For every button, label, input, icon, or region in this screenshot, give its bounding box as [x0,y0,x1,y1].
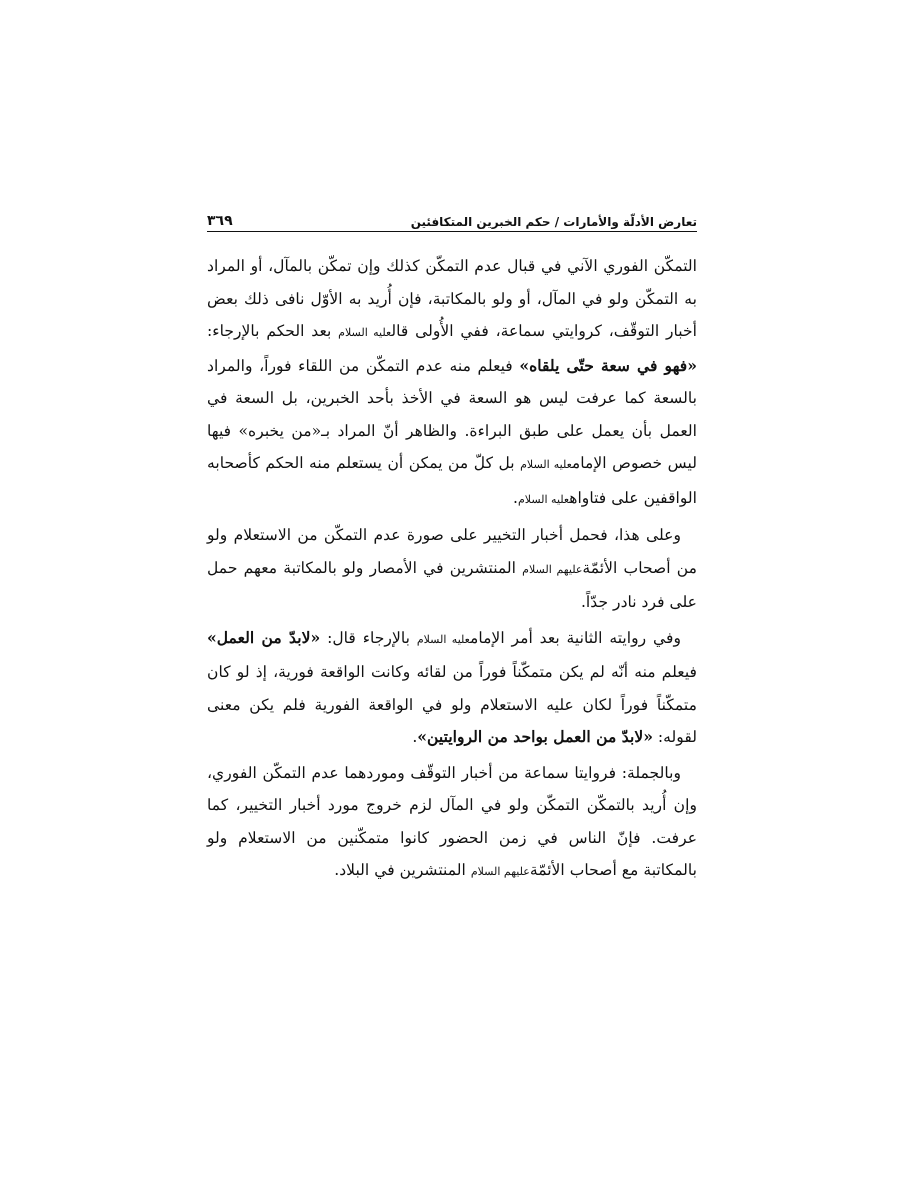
paragraph-3-text: . [412,728,418,746]
paragraph-3-text: وفي روايته الثانية بعد أمر الإمام [469,628,681,647]
honorific-mark: عليه السلام [520,458,572,471]
paragraph-1-text: بل كلّ من يمكن أن يستعلم منه الحكم كأصحابه الواقفين على فتاواه [207,454,697,507]
header-rule [207,231,697,232]
honorific-mark: عليهم السلام [470,865,530,878]
quote: «لابدّ من العمل بواحد من الروايتين» [417,727,653,746]
body-text [207,250,697,892]
paragraph-1-text: التمكّن الفوري الآني في قبال عدم التمكّن كذلك وإن تمكّن بالمآل، أو المراد به التمكّن ولو في المآل، أو ولو بالمكاتبة، فإن أُريد به الأوّل نافى ذلك بعض أخبار التوقّف، كروايتي سماعة، ففي الأُولى قال [207,257,697,340]
running-title: تعارض الأدلّة والأمارات / حكم الخبرين المتكافئين [410,215,697,229]
honorific-mark: عليه السلام [517,492,570,506]
paragraph-1 [207,250,697,516]
paragraph-3-text: فيعلم منه أنّه لم يكن متمكّناً فوراً من لقائه وكانت الواقعة فورية، إذ لو كان متمكّناً فوراً لكان عليه الاستعلام ولو في الواقعة الفورية فلم يكن معنى لقوله: [207,663,697,746]
page-number: ٣٦٩ [207,213,233,229]
paragraph-3 [207,622,697,754]
paragraph-4 [207,757,697,889]
paragraph-4-text: وبالجملة: فروايتا سماعة من أخبار التوقّف وموردهما عدم التمكّن الفوري، وإن أُريد بالتمكّن التمكّن ولو في المآل لزم خروج مورد أخبار التخيير، كما عرفت. فإنّ الناس في زمن الحضور كانوا متمكّنين من الاستعلام ولو بالمكاتبة مع أصحاب الأئمّة [207,763,697,879]
paragraph-1-text: بعد الحكم بالإرجاء: [207,322,339,340]
paragraph-1-text: . [513,488,518,507]
quote: «فهو في سعة حتّى يلقاه» [519,355,697,375]
paragraph-2-text: المنتشرين في الأمصار ولو بالمكاتبة معهم حمل على فرد نادر جدّاً. [207,558,697,611]
honorific-mark: عليه السلام [416,632,470,646]
paragraph-4-text: المنتشرين في البلاد. [334,861,471,879]
page-header [207,203,697,229]
quote: «لابدّ من العمل» [207,627,321,647]
honorific-mark: عليهم السلام [522,562,583,576]
paragraph-3-text: بالإرجاء قال: [320,628,417,647]
honorific-mark: عليه السلام [338,326,392,339]
paragraph-2-text: وعلى هذا، فحمل أخبار التخيير على صورة عدم التمكّن من الاستعلام ولو من أصحاب الأئمّة [207,526,697,577]
paragraph-1-text: فيعلم منه عدم التمكّن من اللقاء فوراً، والمراد بالسعة كما عرفت ليس هو السعة في الأخذ بأحد الخبرين، بل السعة في العمل بأن يعمل على طبق البراءة. والظاهر أنّ المراد بـ«من يخبره» فيها ليس خصوص الإمام [207,356,697,472]
paragraph-2 [207,519,697,619]
